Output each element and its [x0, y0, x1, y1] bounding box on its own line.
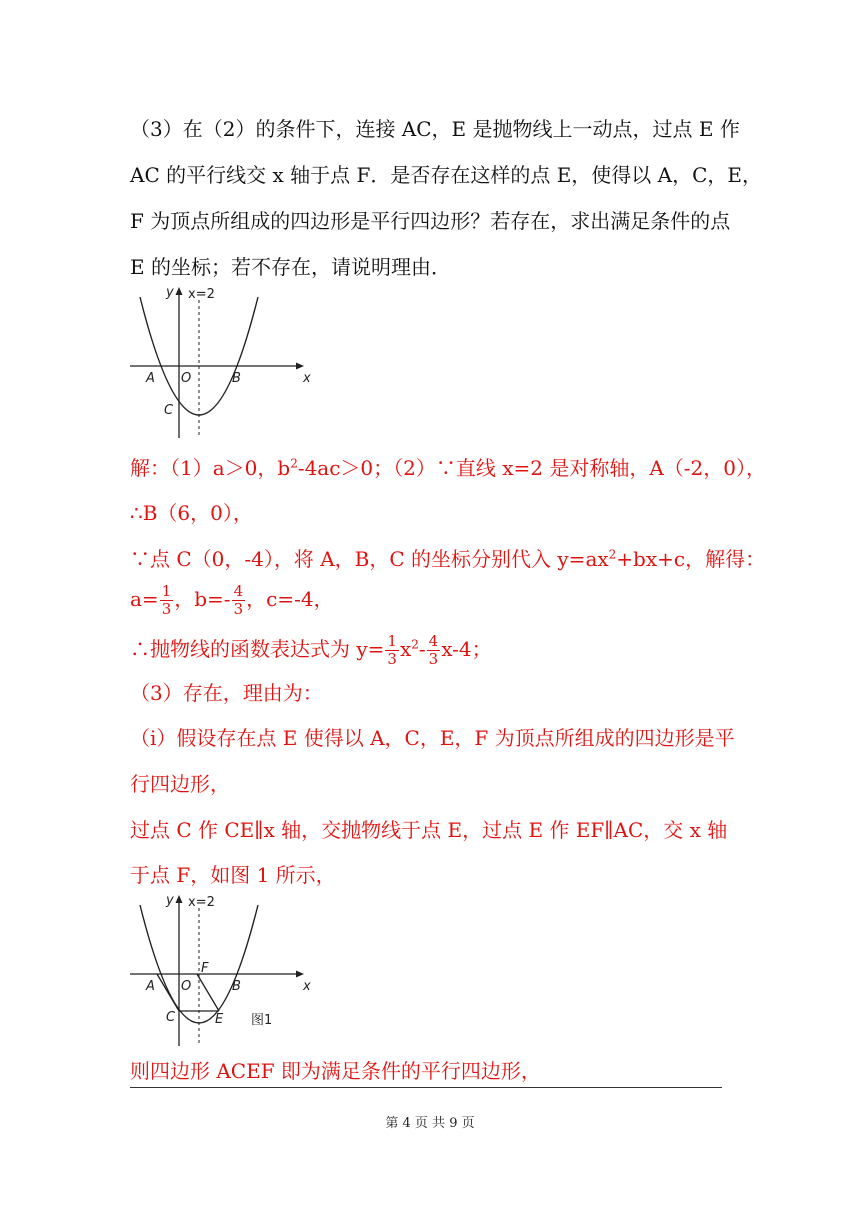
fraction-four-thirds: $\frac{4}{3}$	[233, 582, 244, 618]
symmetry-label: x=2	[188, 895, 215, 910]
solution-line-9: 过点 C 作 CE∥x 轴，交抛物线于点 E，过点 E 作 EF∥AC，交 x 轴	[130, 818, 728, 842]
origin-label: O	[181, 371, 192, 386]
fraction-one-third: $\frac{1}{3}$	[161, 582, 172, 618]
solution-line-3: ∵点 C（0，-4），将 A，B，C 的坐标分别代入 $y=ax^2+bx+c$，解得：	[130, 547, 766, 571]
solution-line-1: 解：（1）a＞0，$b^2-4ac>0$；（2）∵直线 x=2 是对称轴，A（-2，0），	[130, 456, 767, 480]
question-line-1: （3）在（2）的条件下，连接 AC，E 是抛物线上一动点，过点 E 作	[130, 117, 740, 141]
point-a-label: A	[146, 371, 155, 386]
solution-line-6: （3）存在，理由为：	[130, 681, 323, 705]
figure-caption: 图1	[251, 1013, 273, 1028]
question-line-4: E 的坐标；若不存在，请说明理由．	[130, 255, 451, 279]
solution-line-11: 则四边形 ACEF 即为满足条件的平行四边形，	[130, 1059, 541, 1083]
point-a-label: A	[146, 979, 155, 994]
page-footer: 第 4 页 共 9 页	[385, 1116, 475, 1131]
x-axis-label: x	[303, 979, 311, 994]
solution-line-5: ∴抛物线的函数表达式为 y= $\frac{1}{3}$ $x^2-$ $\frac{4}{3}$ x-4；	[130, 632, 492, 668]
solution-line-2: ∴B（6，0），	[130, 501, 253, 525]
point-b-label: B	[232, 371, 241, 386]
footer-divider	[130, 1087, 722, 1088]
point-f-label: F	[201, 961, 209, 976]
y-axis-label: y	[166, 893, 174, 908]
x-axis-label: x	[303, 371, 311, 386]
point-e-label: E	[215, 1012, 224, 1027]
solution-line-7: （i）假设存在点 E 使得以 A，C，E，F 为顶点所组成的四边形是平	[130, 726, 735, 750]
solution-line-10: 于点 F，如图 1 所示，	[130, 863, 336, 887]
point-c-label: C	[164, 403, 174, 418]
y-axis-label: y	[166, 285, 174, 300]
solution-line-4: a= $\frac{1}{3}$ ，b=- $\frac{4}{3}$ ，c=-4，	[130, 582, 334, 618]
point-c-label: C	[166, 1010, 176, 1025]
question-line-3: F 为顶点所组成的四边形是平行四边形？若存在，求出满足条件的点	[130, 209, 731, 233]
symmetry-label: x=2	[188, 287, 215, 302]
parabola-figure	[128, 282, 318, 442]
question-line-2: AC 的平行线交 x 轴于点 F．是否存在这样的点 E，使得以 A，C，E，	[130, 163, 762, 187]
parabola-figure-1	[128, 890, 318, 1050]
solution-line-8: 行四边形，	[130, 772, 230, 796]
point-b-label: B	[232, 979, 241, 994]
origin-label: O	[181, 979, 192, 994]
